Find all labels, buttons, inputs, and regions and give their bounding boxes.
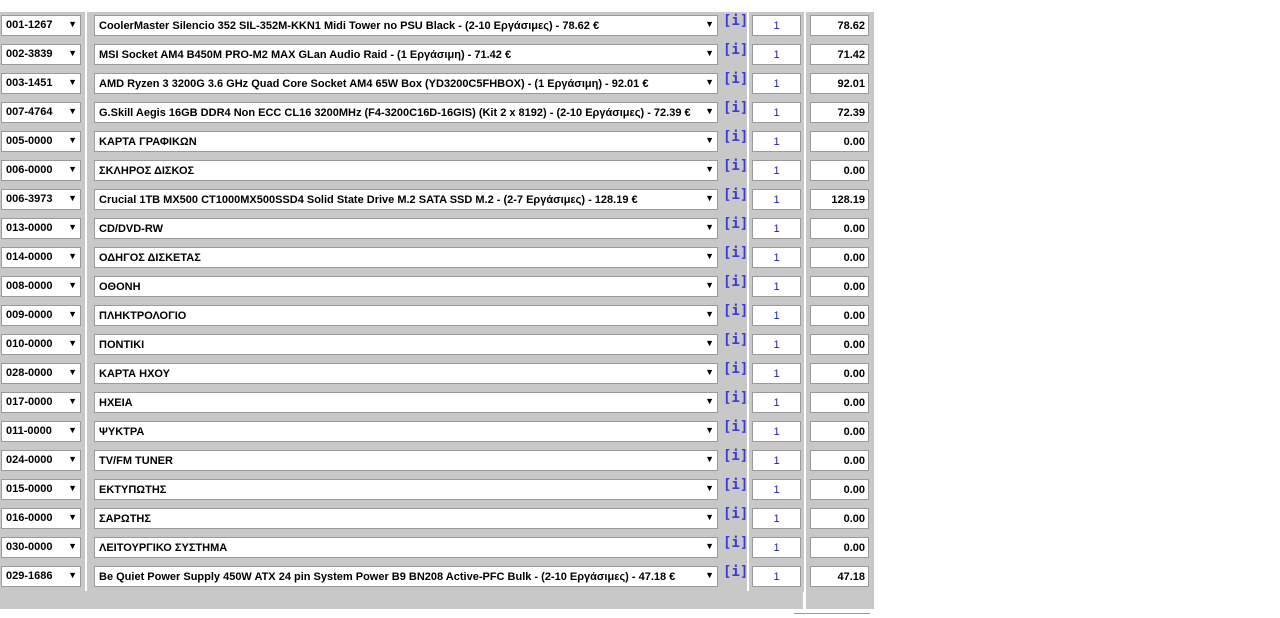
quantity-input[interactable]: 1 bbox=[752, 15, 801, 36]
product-select[interactable] bbox=[94, 189, 718, 210]
product-select[interactable] bbox=[94, 305, 718, 326]
footer-total-bar bbox=[806, 591, 874, 609]
price-field: 0.00 bbox=[810, 160, 869, 181]
info-link-icon[interactable]: [i] bbox=[723, 303, 749, 319]
component-row bbox=[0, 563, 875, 592]
total-field-edge bbox=[794, 613, 870, 618]
chevron-down-icon: ▼ bbox=[68, 251, 77, 261]
component-row bbox=[0, 331, 875, 360]
component-row bbox=[0, 534, 875, 563]
chevron-down-icon: ▼ bbox=[68, 454, 77, 464]
product-select[interactable] bbox=[94, 102, 718, 123]
code-select-value: 015-0000 bbox=[6, 483, 53, 495]
code-select[interactable] bbox=[1, 421, 81, 442]
product-select[interactable] bbox=[94, 73, 718, 94]
product-select[interactable] bbox=[94, 218, 718, 239]
chevron-down-icon: ▼ bbox=[705, 193, 714, 203]
quantity-input[interactable]: 1 bbox=[752, 450, 801, 471]
price-field: 0.00 bbox=[810, 537, 869, 558]
product-select-value: CoolerMaster Silencio 352 SIL-352M-KKN1 Midi Tower no PSU Black - (2-10 Εργάσιμες) - 78.62 € bbox=[99, 20, 600, 32]
chevron-down-icon: ▼ bbox=[705, 48, 714, 58]
code-select[interactable] bbox=[1, 218, 81, 239]
code-select-value: 008-0000 bbox=[6, 280, 53, 292]
code-select-value: 011-0000 bbox=[6, 425, 52, 437]
price-field: 0.00 bbox=[810, 218, 869, 239]
component-row bbox=[0, 99, 875, 128]
chevron-down-icon: ▼ bbox=[705, 135, 714, 145]
chevron-down-icon: ▼ bbox=[68, 106, 77, 116]
product-select-value: ΟΔΗΓΟΣ ΔΙΣΚΕΤΑΣ bbox=[99, 252, 201, 264]
code-select[interactable] bbox=[1, 334, 81, 355]
chevron-down-icon: ▼ bbox=[705, 251, 714, 261]
chevron-down-icon: ▼ bbox=[68, 425, 77, 435]
quantity-input[interactable]: 1 bbox=[752, 392, 801, 413]
component-row bbox=[0, 12, 875, 41]
product-select-value: TV/FM TUNER bbox=[99, 455, 173, 467]
product-select-value: ΛΕΙΤΟΥΡΓΙΚΟ ΣΥΣΤΗΜΑ bbox=[99, 542, 228, 554]
code-select[interactable] bbox=[1, 479, 81, 500]
product-select[interactable] bbox=[94, 334, 718, 355]
price-field: 72.39 bbox=[810, 102, 869, 123]
code-select-value: 014-0000 bbox=[6, 251, 53, 263]
chevron-down-icon: ▼ bbox=[68, 135, 77, 145]
product-select[interactable] bbox=[94, 160, 718, 181]
price-field: 78.62 bbox=[810, 15, 869, 36]
info-link-icon[interactable]: [i] bbox=[723, 332, 749, 348]
product-select[interactable] bbox=[94, 15, 718, 36]
code-select[interactable] bbox=[1, 131, 81, 152]
code-select-value: 013-0000 bbox=[6, 222, 53, 234]
price-field: 0.00 bbox=[810, 421, 869, 442]
product-select-value: ΚΑΡΤΑ ΗΧΟΥ bbox=[99, 368, 170, 380]
price-field: 0.00 bbox=[810, 392, 869, 413]
product-select[interactable] bbox=[94, 131, 718, 152]
info-link-icon[interactable]: [i] bbox=[723, 100, 749, 116]
product-select[interactable] bbox=[94, 450, 718, 471]
footer-row bbox=[0, 591, 875, 617]
code-select[interactable] bbox=[1, 566, 81, 587]
price-field: 0.00 bbox=[810, 508, 869, 529]
chevron-down-icon: ▼ bbox=[68, 48, 77, 58]
product-select-value: ΕΚΤΥΠΩΤΗΣ bbox=[99, 484, 167, 496]
chevron-down-icon: ▼ bbox=[705, 19, 714, 29]
price-field: 0.00 bbox=[810, 305, 869, 326]
chevron-down-icon: ▼ bbox=[705, 512, 714, 522]
chevron-down-icon: ▼ bbox=[705, 570, 714, 580]
chevron-down-icon: ▼ bbox=[68, 396, 77, 406]
price-field: 128.19 bbox=[810, 189, 869, 210]
component-row bbox=[0, 389, 875, 418]
code-select-value: 002-3839 bbox=[6, 48, 53, 60]
chevron-down-icon: ▼ bbox=[705, 280, 714, 290]
chevron-down-icon: ▼ bbox=[68, 222, 77, 232]
product-select[interactable] bbox=[94, 508, 718, 529]
chevron-down-icon: ▼ bbox=[705, 396, 714, 406]
price-field: 71.42 bbox=[810, 44, 869, 65]
info-link-icon[interactable]: [i] bbox=[723, 158, 749, 174]
product-select[interactable] bbox=[94, 566, 718, 587]
info-link-icon[interactable]: [i] bbox=[723, 187, 749, 203]
product-select-value: ΗΧΕΙΑ bbox=[99, 397, 133, 409]
component-row bbox=[0, 244, 875, 273]
product-select-value: CD/DVD-RW bbox=[99, 223, 163, 235]
price-field: 0.00 bbox=[810, 131, 869, 152]
product-select-value: ΣΚΛΗΡΟΣ ΔΙΣΚΟΣ bbox=[99, 165, 195, 177]
code-select[interactable] bbox=[1, 392, 81, 413]
product-select-value: Crucial 1TB MX500 CT1000MX500SSD4 Solid State Drive M.2 SATA SSD M.2 - (2-7 Εργάσιμες) - 128.19 € bbox=[99, 194, 638, 206]
quantity-input[interactable]: 1 bbox=[752, 479, 801, 500]
product-select[interactable] bbox=[94, 276, 718, 297]
chevron-down-icon: ▼ bbox=[68, 309, 77, 319]
product-select[interactable] bbox=[94, 44, 718, 65]
chevron-down-icon: ▼ bbox=[68, 338, 77, 348]
info-link-icon[interactable]: [i] bbox=[723, 477, 749, 493]
chevron-down-icon: ▼ bbox=[705, 541, 714, 551]
chevron-down-icon: ▼ bbox=[705, 77, 714, 87]
quantity-input[interactable]: 1 bbox=[752, 73, 801, 94]
component-row bbox=[0, 128, 875, 157]
chevron-down-icon: ▼ bbox=[705, 338, 714, 348]
chevron-down-icon: ▼ bbox=[68, 512, 77, 522]
chevron-down-icon: ▼ bbox=[68, 570, 77, 580]
chevron-down-icon: ▼ bbox=[68, 541, 77, 551]
chevron-down-icon: ▼ bbox=[68, 193, 77, 203]
code-select-value: 017-0000 bbox=[6, 396, 53, 408]
chevron-down-icon: ▼ bbox=[68, 19, 77, 29]
product-select[interactable] bbox=[94, 537, 718, 558]
quantity-input[interactable]: 1 bbox=[752, 160, 801, 181]
chevron-down-icon: ▼ bbox=[705, 483, 714, 493]
code-select[interactable] bbox=[1, 305, 81, 326]
price-field: 92.01 bbox=[810, 73, 869, 94]
component-row bbox=[0, 70, 875, 99]
product-select-value: ΣΑΡΩΤΗΣ bbox=[99, 513, 151, 525]
chevron-down-icon: ▼ bbox=[68, 164, 77, 174]
code-select[interactable] bbox=[1, 15, 81, 36]
quantity-input[interactable]: 1 bbox=[752, 537, 801, 558]
info-link-icon[interactable]: [i] bbox=[723, 274, 749, 290]
info-link-icon[interactable]: [i] bbox=[723, 42, 749, 58]
quantity-input[interactable]: 1 bbox=[752, 44, 801, 65]
code-select[interactable] bbox=[1, 189, 81, 210]
quantity-input[interactable]: 1 bbox=[752, 334, 801, 355]
product-select[interactable] bbox=[94, 363, 718, 384]
chevron-down-icon: ▼ bbox=[705, 367, 714, 377]
info-link-icon[interactable]: [i] bbox=[723, 129, 749, 145]
code-select-value: 003-1451 bbox=[6, 77, 53, 89]
component-row bbox=[0, 505, 875, 534]
code-select[interactable] bbox=[1, 537, 81, 558]
code-select-value: 006-3973 bbox=[6, 193, 53, 205]
quantity-input[interactable]: 1 bbox=[752, 421, 801, 442]
chevron-down-icon: ▼ bbox=[705, 309, 714, 319]
quantity-input[interactable]: 1 bbox=[752, 566, 801, 587]
chevron-down-icon: ▼ bbox=[68, 367, 77, 377]
code-select-value: 030-0000 bbox=[6, 541, 53, 553]
component-row bbox=[0, 360, 875, 389]
chevron-down-icon: ▼ bbox=[705, 106, 714, 116]
price-field: 0.00 bbox=[810, 363, 869, 384]
footer-bar bbox=[0, 591, 803, 609]
product-select-value: ΠΟΝΤΙΚΙ bbox=[99, 339, 145, 351]
product-select-value: ΟΘΟΝΗ bbox=[99, 281, 141, 293]
price-field: 47.18 bbox=[810, 566, 869, 587]
chevron-down-icon: ▼ bbox=[705, 425, 714, 435]
component-row bbox=[0, 418, 875, 447]
chevron-down-icon: ▼ bbox=[705, 222, 714, 232]
code-select[interactable] bbox=[1, 276, 81, 297]
chevron-down-icon: ▼ bbox=[68, 483, 77, 493]
component-row bbox=[0, 186, 875, 215]
code-select-value: 007-4764 bbox=[6, 106, 53, 118]
info-link-icon[interactable]: [i] bbox=[723, 390, 749, 406]
code-select[interactable] bbox=[1, 508, 81, 529]
info-link-icon[interactable]: [i] bbox=[723, 13, 749, 29]
quantity-input[interactable]: 1 bbox=[752, 131, 801, 152]
code-select-value: 006-0000 bbox=[6, 164, 53, 176]
code-select-value: 029-1686 bbox=[6, 570, 53, 582]
component-row bbox=[0, 215, 875, 244]
component-row bbox=[0, 273, 875, 302]
component-row bbox=[0, 41, 875, 70]
product-select-value: Be Quiet Power Supply 450W ATX 24 pin System Power B9 BN208 Active-PFC Bulk - (2-10 Εργάσιμες) - 47.18 € bbox=[99, 571, 676, 583]
code-select-value: 001-1267 bbox=[6, 19, 53, 31]
component-row bbox=[0, 302, 875, 331]
pc-configurator-table bbox=[0, 12, 875, 592]
code-select[interactable] bbox=[1, 102, 81, 123]
quantity-input[interactable]: 1 bbox=[752, 218, 801, 239]
product-select-value: ΠΛΗΚΤΡΟΛΟΓΙΟ bbox=[99, 310, 187, 322]
quantity-input[interactable]: 1 bbox=[752, 102, 801, 123]
code-select-value: 016-0000 bbox=[6, 512, 53, 524]
info-link-icon[interactable]: [i] bbox=[723, 361, 749, 377]
component-row bbox=[0, 157, 875, 186]
info-link-icon[interactable]: [i] bbox=[723, 506, 749, 522]
price-field: 0.00 bbox=[810, 479, 869, 500]
component-row bbox=[0, 476, 875, 505]
code-select[interactable] bbox=[1, 450, 81, 471]
info-link-icon[interactable]: [i] bbox=[723, 535, 749, 551]
code-select[interactable] bbox=[1, 44, 81, 65]
product-select-value: ΨΥΚΤΡΑ bbox=[99, 426, 145, 438]
code-select-value: 010-0000 bbox=[6, 338, 53, 350]
code-select-value: 009-0000 bbox=[6, 309, 53, 321]
product-select-value: AMD Ryzen 3 3200G 3.6 GHz Quad Core Socket AM4 65W Box (YD3200C5FHBOX) - (1 Εργάσιμη) - 92.01 € bbox=[99, 78, 649, 90]
chevron-down-icon: ▼ bbox=[68, 77, 77, 87]
quantity-input[interactable]: 1 bbox=[752, 189, 801, 210]
price-field: 0.00 bbox=[810, 276, 869, 297]
info-link-icon[interactable]: [i] bbox=[723, 564, 749, 580]
product-select[interactable] bbox=[94, 392, 718, 413]
chevron-down-icon: ▼ bbox=[68, 280, 77, 290]
quantity-input[interactable]: 1 bbox=[752, 305, 801, 326]
code-select[interactable] bbox=[1, 160, 81, 181]
code-select-value: 024-0000 bbox=[6, 454, 53, 466]
info-link-icon[interactable]: [i] bbox=[723, 448, 749, 464]
quantity-input[interactable]: 1 bbox=[752, 276, 801, 297]
quantity-input[interactable]: 1 bbox=[752, 247, 801, 268]
code-select-value: 028-0000 bbox=[6, 367, 53, 379]
quantity-input[interactable]: 1 bbox=[752, 363, 801, 384]
product-select[interactable] bbox=[94, 421, 718, 442]
chevron-down-icon: ▼ bbox=[705, 164, 714, 174]
code-select[interactable] bbox=[1, 247, 81, 268]
code-select[interactable] bbox=[1, 73, 81, 94]
product-select-value: ΚΑΡΤΑ ΓΡΑΦΙΚΩΝ bbox=[99, 136, 197, 148]
price-field: 0.00 bbox=[810, 247, 869, 268]
code-select-value: 005-0000 bbox=[6, 135, 53, 147]
info-link-icon[interactable]: [i] bbox=[723, 419, 749, 435]
product-select-value: MSI Socket AM4 B450M PRO-M2 MAX GLan Audio Raid - (1 Εργάσιμη) - 71.42 € bbox=[99, 49, 512, 61]
product-select-value: G.Skill Aegis 16GB DDR4 Non ECC CL16 3200MHz (F4-3200C16D-16GIS) (Kit 2 x 8192) - (2-10 Εργάσιμες) - 72.39 € bbox=[99, 107, 691, 119]
info-link-icon[interactable]: [i] bbox=[723, 245, 749, 261]
product-select[interactable] bbox=[94, 247, 718, 268]
info-link-icon[interactable]: [i] bbox=[723, 216, 749, 232]
price-field: 0.00 bbox=[810, 334, 869, 355]
code-select[interactable] bbox=[1, 363, 81, 384]
product-select[interactable] bbox=[94, 479, 718, 500]
price-field: 0.00 bbox=[810, 450, 869, 471]
component-row bbox=[0, 447, 875, 476]
chevron-down-icon: ▼ bbox=[705, 454, 714, 464]
quantity-input[interactable]: 1 bbox=[752, 508, 801, 529]
info-link-icon[interactable]: [i] bbox=[723, 71, 749, 87]
